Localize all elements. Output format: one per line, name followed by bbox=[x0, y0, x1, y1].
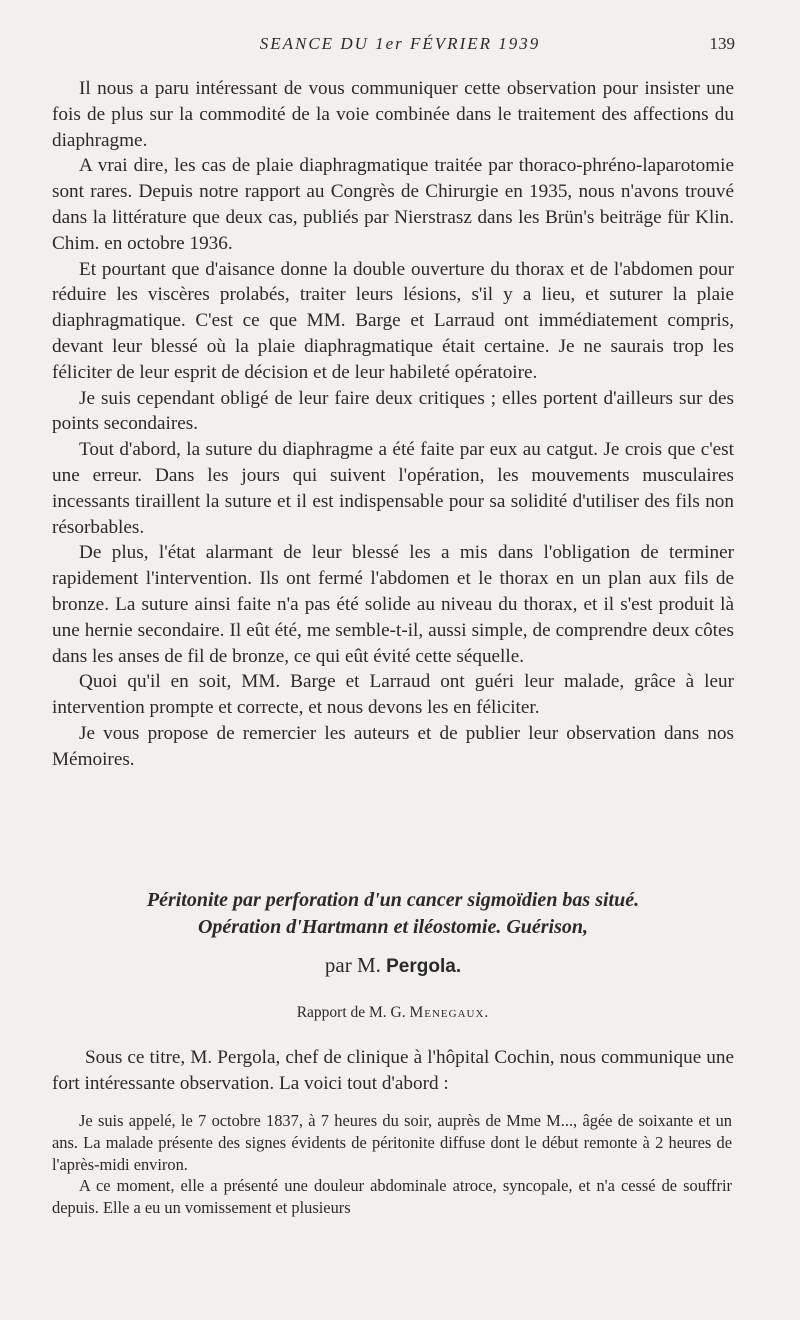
paragraph: Je suis appelé, le 7 octobre 1837, à 7 heures du soir, auprès de Mme M..., âgée de soixante et un ans. La malade présente des signes évidents de péritonite diffuse dont le début remonte à 2 heures de l'après-midi environ. bbox=[52, 1111, 732, 1174]
article-title bbox=[52, 887, 734, 941]
body-text bbox=[52, 76, 734, 773]
paragraph: A vrai dire, les cas de plaie diaphragmatique traitée par thoraco-phréno-laparotomie sont rares. Depuis notre rapport au Congrès de Chirurgie en 1935, nous n'avons trouvé dans la littérature que deux cas, publiés par Nierstrasz dans les Brün's beiträge für Klin. Chim. en octobre 1936. bbox=[52, 155, 734, 254]
page-number: 139 bbox=[709, 34, 735, 53]
report-prefix: Rapport de M. G. bbox=[296, 1004, 406, 1021]
paragraph: De plus, l'état alarmant de leur blessé les a mis dans l'obligation de terminer rapidement l'intervention. Ils ont fermé l'abdomen et le thorax en un plan aux fils de bronze. La suture ainsi faite n'a pas été solide au niveau du thorax, et il s'est produit là une hernie secondaire. Il eût été, me semble-t-il, aussi simple, de comprendre deux côtes dans les anses de fil de bronze, ce qui eût évité cette séquelle. bbox=[52, 542, 734, 667]
running-head bbox=[0, 34, 800, 58]
article-title-line: Opération d'Hartmann et iléostomie. Guérison, bbox=[197, 916, 589, 938]
report-name: Menegaux. bbox=[409, 1004, 490, 1021]
author-name: Pergola. bbox=[386, 956, 462, 977]
paragraph: A ce moment, elle a présenté une douleur abdominale atroce, syncopale, et n'a cessé de souffrir depuis. Elle a eu un vomissement et plusieurs bbox=[52, 1176, 732, 1218]
running-title: SEANCE DU 1er FÉVRIER 1939 bbox=[259, 34, 541, 53]
paragraph: Et pourtant que d'aisance donne la double ouverture du thorax et de l'abdomen pour réduire les viscères prolabés, traiter leurs lésions, s'il y a lieu, et suturer la plaie diaphragmatique. C'est ce que MM. Barge et Larraud ont immédiatement compris, devant leur blessé où la plaie diaphragmatique était certaine. Je ne saurais trop les féliciter de leur esprit de décision et de leur habileté opératoire. bbox=[52, 258, 734, 383]
article-title-line: Péritonite par perforation d'un cancer sigmoïdien bas situé. bbox=[146, 889, 640, 911]
report-line bbox=[52, 1004, 734, 1022]
case-report bbox=[52, 1110, 732, 1219]
article-author bbox=[52, 953, 734, 978]
paragraph: Je vous propose de remercier les auteurs et de publier leur observation dans nos Mémoires. bbox=[52, 722, 734, 770]
intro-text bbox=[52, 1045, 734, 1097]
paragraph: Quoi qu'il en soit, MM. Barge et Larraud ont guéri leur malade, grâce à leur intervention prompte et correcte, et nous devons les en féliciter. bbox=[52, 671, 734, 719]
paragraph: Sous ce titre, M. Pergola, chef de clinique à l'hôpital Cochin, nous communique une fort intéressante observation. La voici tout d'abord : bbox=[52, 1047, 734, 1094]
paragraph: Tout d'abord, la suture du diaphragme a été faite par eux au catgut. Je crois que c'est une erreur. Dans les jours qui suivent l'opération, les mouvements musculaires incessants tiraillent la suture et il est indispensable pour sa solidité d'utiliser des fils non résorbables. bbox=[52, 439, 734, 538]
author-prefix: par M. bbox=[324, 953, 381, 977]
paragraph: Il nous a paru intéressant de vous communiquer cette observation pour insister une fois de plus sur la commodité de la voie combinée dans le traitement des affections du diaphragme. bbox=[52, 78, 734, 151]
paragraph: Je suis cependant obligé de leur faire deux critiques ; elles portent d'ailleurs sur des points secondaires. bbox=[52, 387, 734, 435]
